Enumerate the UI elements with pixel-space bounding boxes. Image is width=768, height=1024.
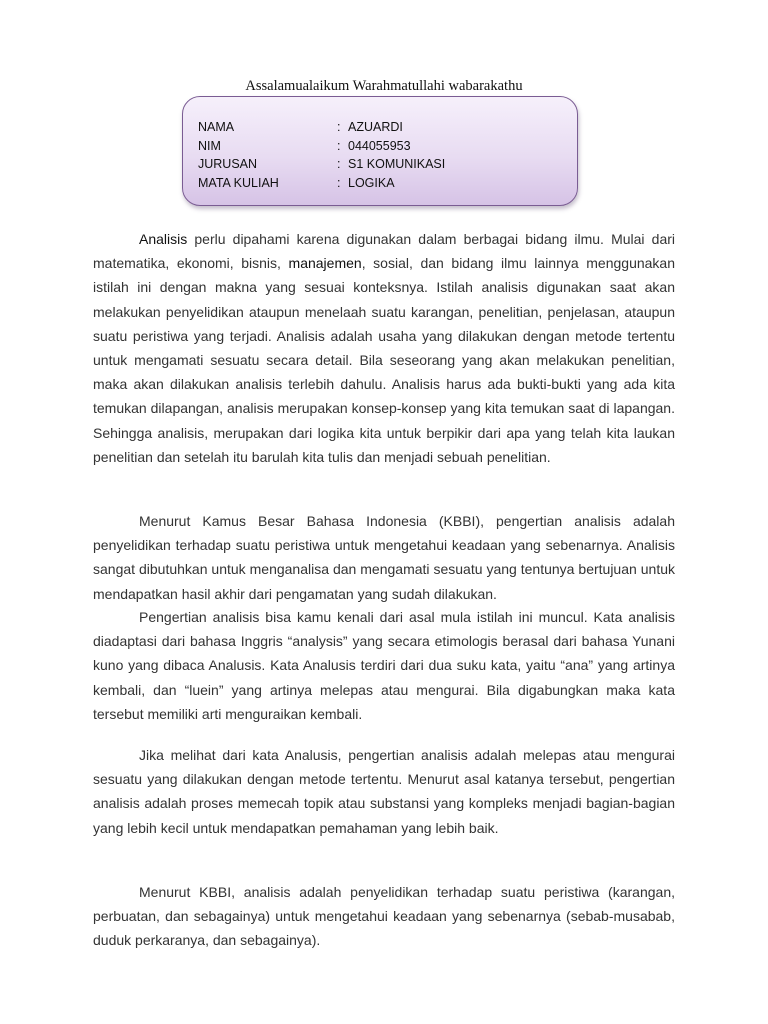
identity-separator: :: [337, 120, 341, 134]
identity-label: NAMA: [198, 120, 235, 134]
identity-separator: :: [337, 157, 341, 171]
paragraph-text: perlu dipahami karena digunakan dalam berbagai bidang ilmu. Mulai dari matematika, ekonomi, bisnis,: [93, 231, 675, 272]
identity-value: LOGIKA: [348, 176, 395, 190]
identity-row-mata-kuliah: [198, 174, 568, 193]
identity-value: AZUARDI: [348, 120, 403, 134]
paragraph-analisis-intro: [93, 227, 675, 469]
paragraph-kbbi-definition: Menurut Kamus Besar Bahasa Indonesia (KBBI), pengertian analisis adalah penyelidikan terhadap suatu peristiwa untuk mengetahui keadaan yang sebenarnya. Analisis sangat dibutuhkan untuk menganalisa dan mengamati sesuatu yang tentunya bertujuan untuk mendapatkan hasil akhir dari pengamatan yang sudah dilakukan.: [93, 513, 675, 602]
identity-row-nama: [198, 118, 568, 137]
paragraph-analusis: Jika melihat dari kata Analusis, pengertian analisis adalah melepas atau mengurai sesuatu yang dilakukan dengan metode tertentu. Menurut asal katanya tersebut, pengertian analisis adalah proses memecah topik atau substansi yang kompleks menjadi bagian-bagian yang lebih kecil untuk mendapatkan pemahaman yang lebih baik.: [93, 747, 675, 836]
identity-value: 044055953: [348, 139, 411, 153]
identity-separator: :: [337, 176, 341, 190]
identity-value: S1 KOMUNIKASI: [348, 157, 446, 171]
paragraph-etymology: Pengertian analisis bisa kamu kenali dari asal mula istilah ini muncul. Kata analisis diadaptasi dari bahasa Inggris “analysis” yang secara etimologis berasal dari bahasa Yunani kuno yang dibaca Analusis. Kata Analusis terdiri dari dua suku kata, yaitu “ana” yang artinya kembali, dan “luein” yang artinya melepas atau mengurai. Bila digabungkan maka kata tersebut memiliki arti menguraikan kembali.: [93, 609, 675, 722]
identity-label: JURUSAN: [198, 157, 258, 171]
greeting-heading: Assalamualaikum Warahmatullahi wabarakathu: [245, 78, 523, 94]
paragraph-kbbi-summary: Menurut KBBI, analisis adalah penyelidikan terhadap suatu peristiwa (karangan, perbuatan, dan sebagainya) untuk mengetahui keadaan yang sebenarnya (sebab-musabab, duduk perkaranya, dan sebagainya).: [93, 884, 675, 949]
identity-separator: :: [337, 139, 341, 153]
identity-row-jurusan: [198, 155, 568, 174]
identity-label: NIM: [198, 139, 221, 153]
term-manajemen: manajemen: [288, 255, 362, 272]
paragraph-text: , sosial, dan bidang ilmu lainnya menggunakan istilah ini dengan makna yang sesuai konteksnya. Istilah analisis digunakan saat akan melakukan penyelidikan ataupun menelaah suatu karangan, penelitian, penjelasan, ataupun suatu peristiwa yang terjadi. Analisis adalah usaha yang dilakukan dengan metode tertentu untuk mengamati sesuatu secara detail. Bila seseorang yang akan melakukan penelitian, maka akan dilakukan analisis terlebih dahulu. Analisis harus ada bukti-bukti yang ada kita temukan dilapangan, analisis merupakan konsep-konsep yang kita temukan saat di lapangan. Sehingga analisis, merupakan dari logika kita untuk berpikir dari apa yang telah kita laukan penelitian dan setelah itu barulah kita tulis dan menjadi sebuah penelitian.: [93, 255, 675, 465]
identity-label: MATA KULIAH: [198, 176, 279, 190]
identity-row-nim: [198, 137, 568, 156]
term-analisis: Analisis: [139, 231, 188, 247]
identity-box: [182, 96, 578, 206]
